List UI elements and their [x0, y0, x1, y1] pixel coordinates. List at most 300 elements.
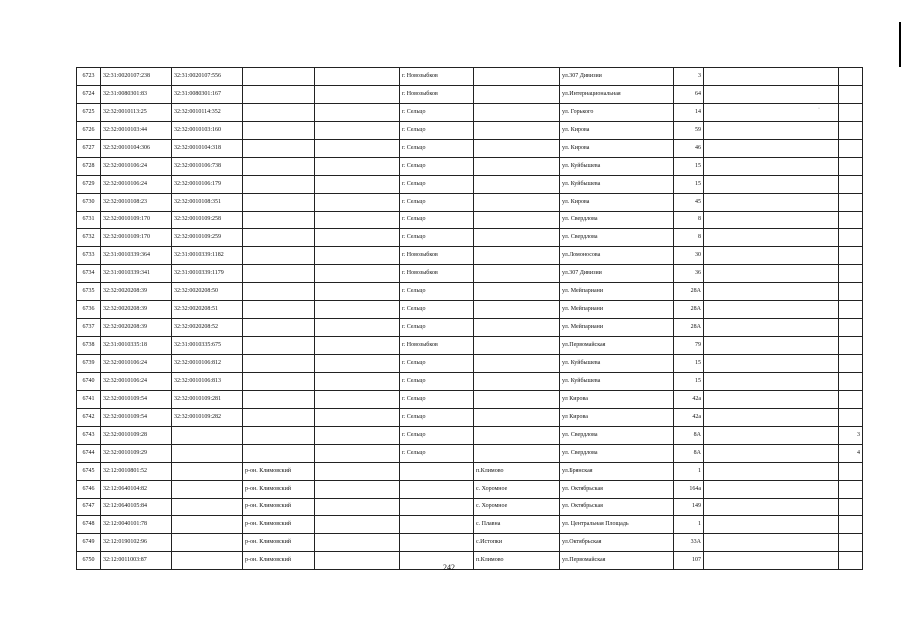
column-10-cell [704, 157, 839, 175]
column-11-cell [839, 283, 863, 301]
cadastral-number-object-cell: 32:32:0010109:282 [172, 408, 243, 426]
house-number-cell: 1 [674, 516, 704, 534]
street-cell: ул. Куйбышева [560, 372, 674, 390]
column-11-cell [839, 175, 863, 193]
city-cell: г. Сельцо [400, 139, 474, 157]
column-11-cell: 3 [839, 426, 863, 444]
column-5-cell [315, 480, 400, 498]
cadastral-number-parcel-cell: 32:32:0020208:39 [101, 319, 172, 337]
city-cell: г. Сельцо [400, 175, 474, 193]
cadastral-number-object-cell [172, 480, 243, 498]
street-cell: ул. Центральная Площадь [560, 516, 674, 534]
row-number-cell: 6726 [77, 121, 101, 139]
scan-edge-line [899, 22, 901, 67]
table-row [77, 85, 863, 103]
column-10-cell [704, 462, 839, 480]
city-cell: г. Сельцо [400, 283, 474, 301]
cadastral-number-parcel-cell: 32:32:0010109:170 [101, 211, 172, 229]
cadastral-number-object-cell: 32:32:0020208:51 [172, 301, 243, 319]
house-number-cell: 8А [674, 444, 704, 462]
cadastral-number-parcel-cell: 32:12:0640104:82 [101, 480, 172, 498]
settlement-cell [474, 301, 560, 319]
cadastral-number-parcel-cell: 32:32:0010109:54 [101, 408, 172, 426]
settlement-cell: п.Климово [474, 552, 560, 570]
column-10-cell [704, 426, 839, 444]
column-11-cell [839, 372, 863, 390]
table-row [77, 408, 863, 426]
cadastral-number-parcel-cell: 32:32:0010106:24 [101, 355, 172, 373]
street-cell: ул. Куйбышева [560, 175, 674, 193]
house-number-cell: 164а [674, 480, 704, 498]
table-row [77, 211, 863, 229]
column-11-cell [839, 516, 863, 534]
settlement-cell [474, 193, 560, 211]
cadastral-number-object-cell [172, 516, 243, 534]
district-cell [243, 103, 315, 121]
street-cell: ул.307 Дивизии [560, 68, 674, 86]
row-number-cell: 6747 [77, 498, 101, 516]
column-11-cell [839, 157, 863, 175]
city-cell: г. Сельцо [400, 444, 474, 462]
column-11-cell [839, 211, 863, 229]
column-10-cell [704, 516, 839, 534]
cadastral-number-parcel-cell: 32:32:0020208:39 [101, 283, 172, 301]
cadastral-number-parcel-cell: 32:12:0040101:78 [101, 516, 172, 534]
row-number-cell: 6740 [77, 372, 101, 390]
district-cell [243, 444, 315, 462]
cadastral-number-object-cell: 32:32:0010104:318 [172, 139, 243, 157]
settlement-cell [474, 372, 560, 390]
city-cell: г. Сельцо [400, 229, 474, 247]
table-row [77, 534, 863, 552]
street-cell: ул.307 Дивизии [560, 265, 674, 283]
column-5-cell [315, 85, 400, 103]
house-number-cell: 28А [674, 283, 704, 301]
district-cell [243, 157, 315, 175]
house-number-cell: 107 [674, 552, 704, 570]
street-cell: ул. Свердлова [560, 211, 674, 229]
table-row [77, 462, 863, 480]
table-row [77, 121, 863, 139]
row-number-cell: 6736 [77, 301, 101, 319]
table-row [77, 283, 863, 301]
cadastral-number-object-cell: 32:31:0010335:675 [172, 337, 243, 355]
column-5-cell [315, 534, 400, 552]
column-11-cell [839, 247, 863, 265]
street-cell: ул. Мейпариани [560, 301, 674, 319]
row-number-cell: 6729 [77, 175, 101, 193]
row-number-cell: 6734 [77, 265, 101, 283]
row-number-cell: 6730 [77, 193, 101, 211]
settlement-cell: с.Истопки [474, 534, 560, 552]
column-10-cell [704, 355, 839, 373]
table-row [77, 301, 863, 319]
settlement-cell [474, 121, 560, 139]
column-5-cell [315, 103, 400, 121]
cadastral-number-parcel-cell: 32:32:0010103:44 [101, 121, 172, 139]
city-cell: г. Сельцо [400, 121, 474, 139]
column-11-cell [839, 462, 863, 480]
district-cell [243, 372, 315, 390]
cadastral-number-object-cell: 32:32:0010109:259 [172, 229, 243, 247]
street-cell: ул. Свердлова [560, 426, 674, 444]
cadastral-number-object-cell: 32:32:0010103:160 [172, 121, 243, 139]
registry-table-body [77, 68, 863, 570]
row-number-cell: 6724 [77, 85, 101, 103]
row-number-cell: 6750 [77, 552, 101, 570]
column-10-cell [704, 337, 839, 355]
column-11-cell [839, 85, 863, 103]
column-10-cell [704, 85, 839, 103]
cadastral-number-object-cell: 32:32:0010108:351 [172, 193, 243, 211]
cadastral-number-object-cell: 32:32:0010109:258 [172, 211, 243, 229]
street-cell: ул. Куйбышева [560, 157, 674, 175]
table-row [77, 247, 863, 265]
column-10-cell [704, 408, 839, 426]
column-5-cell [315, 372, 400, 390]
district-cell [243, 211, 315, 229]
settlement-cell [474, 319, 560, 337]
row-number-cell: 6728 [77, 157, 101, 175]
settlement-cell [474, 85, 560, 103]
cadastral-number-parcel-cell: 32:32:0010106:24 [101, 372, 172, 390]
table-row [77, 193, 863, 211]
table-row [77, 175, 863, 193]
cadastral-number-parcel-cell: 32:12:0190102:96 [101, 534, 172, 552]
district-cell [243, 175, 315, 193]
column-5-cell [315, 444, 400, 462]
table-row [77, 498, 863, 516]
house-number-cell: 15 [674, 355, 704, 373]
settlement-cell [474, 139, 560, 157]
city-cell: г. Сельцо [400, 211, 474, 229]
column-11-cell: 4 [839, 444, 863, 462]
table-row [77, 319, 863, 337]
city-cell: г. Сельцо [400, 372, 474, 390]
column-10-cell [704, 193, 839, 211]
cadastral-number-object-cell: 32:31:0080301:167 [172, 85, 243, 103]
column-10-cell [704, 301, 839, 319]
column-11-cell [839, 301, 863, 319]
table-row [77, 265, 863, 283]
district-cell [243, 337, 315, 355]
column-5-cell [315, 337, 400, 355]
city-cell [400, 516, 474, 534]
row-number-cell: 6735 [77, 283, 101, 301]
cadastral-number-object-cell: 32:32:0010114:352 [172, 103, 243, 121]
column-10-cell [704, 552, 839, 570]
district-cell [243, 355, 315, 373]
column-10-cell [704, 390, 839, 408]
column-5-cell [315, 390, 400, 408]
cadastral-number-parcel-cell: 32:32:0010109:170 [101, 229, 172, 247]
table-row [77, 372, 863, 390]
column-10-cell [704, 68, 839, 86]
column-11-cell [839, 390, 863, 408]
city-cell [400, 480, 474, 498]
column-10-cell [704, 480, 839, 498]
cadastral-number-parcel-cell: 32:32:0020208:39 [101, 301, 172, 319]
cadastral-number-object-cell [172, 426, 243, 444]
row-number-cell: 6745 [77, 462, 101, 480]
cadastral-number-parcel-cell: 32:31:0010339:341 [101, 265, 172, 283]
house-number-cell: 46 [674, 139, 704, 157]
column-11-cell [839, 534, 863, 552]
row-number-cell: 6744 [77, 444, 101, 462]
house-number-cell: 14 [674, 103, 704, 121]
cadastral-number-object-cell: 32:31:0010339:1182 [172, 247, 243, 265]
cadastral-number-parcel-cell: 32:31:0080301:83 [101, 85, 172, 103]
column-11-cell [839, 319, 863, 337]
district-cell [243, 193, 315, 211]
column-5-cell [315, 121, 400, 139]
district-cell: р-он. Климовский [243, 462, 315, 480]
cadastral-number-object-cell [172, 552, 243, 570]
column-10-cell [704, 121, 839, 139]
column-11-cell [839, 121, 863, 139]
cadastral-number-object-cell [172, 534, 243, 552]
column-11-cell [839, 229, 863, 247]
cadastral-number-object-cell [172, 498, 243, 516]
table-row [77, 103, 863, 121]
street-cell: ул Кирова [560, 390, 674, 408]
column-5-cell [315, 175, 400, 193]
row-number-cell: 6732 [77, 229, 101, 247]
column-10-cell [704, 265, 839, 283]
column-10-cell [704, 175, 839, 193]
district-cell [243, 247, 315, 265]
cadastral-number-parcel-cell: 32:32:0010106:24 [101, 175, 172, 193]
column-10-cell [704, 534, 839, 552]
district-cell [243, 265, 315, 283]
cadastral-number-object-cell: 32:32:0010106:179 [172, 175, 243, 193]
column-11-cell [839, 498, 863, 516]
street-cell: ул. Мейпариани [560, 283, 674, 301]
district-cell: р-он. Климовский [243, 516, 315, 534]
cadastral-number-parcel-cell: 32:32:0010109:54 [101, 390, 172, 408]
house-number-cell: 42а [674, 408, 704, 426]
house-number-cell: 28А [674, 319, 704, 337]
cadastral-number-object-cell [172, 462, 243, 480]
column-5-cell [315, 408, 400, 426]
table-row [77, 337, 863, 355]
district-cell [243, 68, 315, 86]
city-cell: г. Новозыбков [400, 68, 474, 86]
row-number-cell: 6739 [77, 355, 101, 373]
settlement-cell [474, 390, 560, 408]
column-5-cell [315, 139, 400, 157]
settlement-cell [474, 355, 560, 373]
cadastral-number-object-cell: 32:31:0020107:556 [172, 68, 243, 86]
city-cell [400, 552, 474, 570]
table-row [77, 390, 863, 408]
column-11-cell [839, 68, 863, 86]
cadastral-number-parcel-cell: 32:12:0010801:52 [101, 462, 172, 480]
column-5-cell [315, 157, 400, 175]
row-number-cell: 6742 [77, 408, 101, 426]
column-10-cell [704, 498, 839, 516]
city-cell: г. Сельцо [400, 426, 474, 444]
cadastral-number-parcel-cell: 32:31:0010335:18 [101, 337, 172, 355]
settlement-cell [474, 426, 560, 444]
street-cell: ул. Кирова [560, 139, 674, 157]
column-10-cell [704, 247, 839, 265]
settlement-cell [474, 211, 560, 229]
house-number-cell: 64 [674, 85, 704, 103]
house-number-cell: 8 [674, 211, 704, 229]
column-5-cell [315, 498, 400, 516]
settlement-cell [474, 337, 560, 355]
settlement-cell [474, 229, 560, 247]
registry-table [76, 67, 863, 570]
street-cell: ул. Кирова [560, 193, 674, 211]
house-number-cell: 1 [674, 462, 704, 480]
city-cell: г. Новозыбков [400, 247, 474, 265]
street-cell: ул Кирова [560, 408, 674, 426]
column-5-cell [315, 247, 400, 265]
settlement-cell [474, 103, 560, 121]
house-number-cell: 15 [674, 157, 704, 175]
city-cell: г. Новозыбков [400, 85, 474, 103]
house-number-cell: 30 [674, 247, 704, 265]
cadastral-number-parcel-cell: 32:31:0010339:364 [101, 247, 172, 265]
settlement-cell [474, 68, 560, 86]
column-11-cell [839, 408, 863, 426]
column-11-cell [839, 139, 863, 157]
scan-dot: · [818, 106, 820, 112]
street-cell: ул. Горького [560, 103, 674, 121]
column-11-cell [839, 337, 863, 355]
cadastral-number-object-cell: 32:32:0020208:50 [172, 283, 243, 301]
street-cell: ул.Первомайская [560, 552, 674, 570]
cadastral-number-object-cell: 32:32:0020208:52 [172, 319, 243, 337]
column-5-cell [315, 462, 400, 480]
column-11-cell [839, 265, 863, 283]
table-row [77, 355, 863, 373]
column-10-cell [704, 319, 839, 337]
cadastral-number-parcel-cell: 32:12:0640105:84 [101, 498, 172, 516]
house-number-cell: 79 [674, 337, 704, 355]
cadastral-number-parcel-cell: 32:32:0010109:29 [101, 444, 172, 462]
column-11-cell [839, 193, 863, 211]
settlement-cell [474, 175, 560, 193]
district-cell [243, 229, 315, 247]
column-10-cell [704, 372, 839, 390]
house-number-cell: 33А [674, 534, 704, 552]
street-cell: ул. Мейпариани [560, 319, 674, 337]
table-row [77, 229, 863, 247]
cadastral-number-parcel-cell: 32:32:0010106:24 [101, 157, 172, 175]
house-number-cell: 45 [674, 193, 704, 211]
column-5-cell [315, 283, 400, 301]
district-cell [243, 139, 315, 157]
column-10-cell [704, 283, 839, 301]
settlement-cell: с. Плавна [474, 516, 560, 534]
table-row [77, 516, 863, 534]
table-row [77, 139, 863, 157]
city-cell: г. Сельцо [400, 408, 474, 426]
district-cell: р-он. Климовский [243, 498, 315, 516]
city-cell: г. Сельцо [400, 103, 474, 121]
cadastral-number-parcel-cell: 32:32:0010109:28 [101, 426, 172, 444]
column-5-cell [315, 426, 400, 444]
house-number-cell: 42а [674, 390, 704, 408]
column-5-cell [315, 552, 400, 570]
row-number-cell: 6746 [77, 480, 101, 498]
district-cell: р-он. Климовский [243, 552, 315, 570]
house-number-cell: 8 [674, 229, 704, 247]
street-cell: ул. Свердлова [560, 229, 674, 247]
settlement-cell [474, 247, 560, 265]
city-cell: г. Сельцо [400, 319, 474, 337]
district-cell: р-он. Климовский [243, 534, 315, 552]
settlement-cell [474, 157, 560, 175]
column-10-cell [704, 211, 839, 229]
house-number-cell: 15 [674, 372, 704, 390]
table-row [77, 444, 863, 462]
row-number-cell: 6733 [77, 247, 101, 265]
column-10-cell [704, 444, 839, 462]
column-5-cell [315, 68, 400, 86]
cadastral-number-parcel-cell: 32:32:0010104:306 [101, 139, 172, 157]
cadastral-number-parcel-cell: 32:32:0010113:25 [101, 103, 172, 121]
house-number-cell: 15 [674, 175, 704, 193]
column-10-cell [704, 103, 839, 121]
cadastral-number-object-cell: 32:32:0010106:813 [172, 372, 243, 390]
column-5-cell [315, 301, 400, 319]
house-number-cell: 149 [674, 498, 704, 516]
street-cell: ул.Октябрьская [560, 534, 674, 552]
city-cell: г. Сельцо [400, 390, 474, 408]
street-cell: ул.Ломоносова [560, 247, 674, 265]
city-cell: г. Сельцо [400, 157, 474, 175]
city-cell [400, 462, 474, 480]
table-row [77, 157, 863, 175]
city-cell: г. Сельцо [400, 355, 474, 373]
settlement-cell [474, 444, 560, 462]
column-11-cell [839, 480, 863, 498]
column-5-cell [315, 319, 400, 337]
district-cell [243, 426, 315, 444]
cadastral-number-parcel-cell: 32:31:0020107:238 [101, 68, 172, 86]
district-cell [243, 408, 315, 426]
district-cell: р-он. Климовский [243, 480, 315, 498]
settlement-cell [474, 265, 560, 283]
street-cell: ул.Интернациональная [560, 85, 674, 103]
row-number-cell: 6738 [77, 337, 101, 355]
district-cell [243, 121, 315, 139]
street-cell: ул. Куйбышева [560, 355, 674, 373]
district-cell [243, 85, 315, 103]
cadastral-number-parcel-cell: 32:32:0010108:23 [101, 193, 172, 211]
column-5-cell [315, 211, 400, 229]
district-cell [243, 319, 315, 337]
house-number-cell: 3 [674, 68, 704, 86]
column-5-cell [315, 516, 400, 534]
row-number-cell: 6731 [77, 211, 101, 229]
column-11-cell [839, 355, 863, 373]
city-cell: г. Сельцо [400, 301, 474, 319]
city-cell [400, 534, 474, 552]
column-11-cell [839, 103, 863, 121]
row-number-cell: 6749 [77, 534, 101, 552]
street-cell: ул. Свердлова [560, 444, 674, 462]
street-cell: ул.Первомайская [560, 337, 674, 355]
house-number-cell: 59 [674, 121, 704, 139]
cadastral-number-object-cell [172, 444, 243, 462]
city-cell: г. Новозыбков [400, 265, 474, 283]
column-5-cell [315, 193, 400, 211]
